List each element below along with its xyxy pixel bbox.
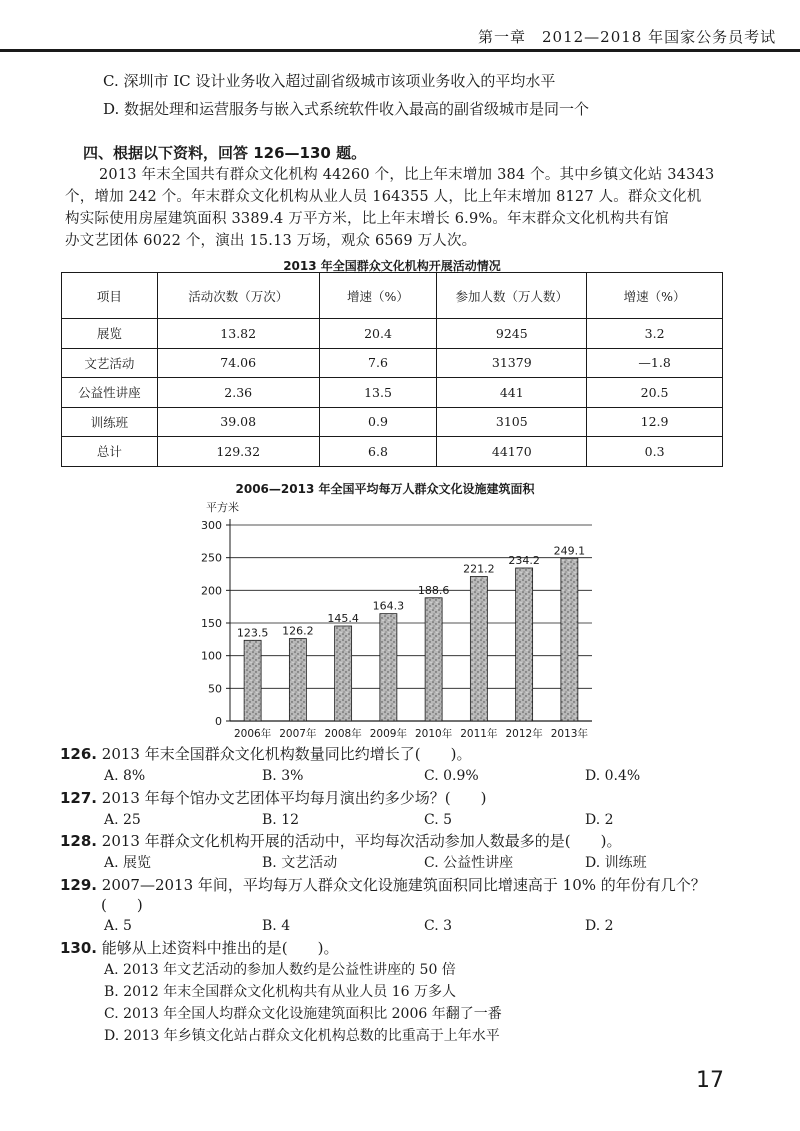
- data-label: 188.6: [417, 583, 450, 597]
- question-number: 127.: [60, 789, 98, 807]
- y-tick-label: 300: [201, 519, 222, 532]
- option-b[interactable]: B. 4: [262, 918, 291, 934]
- option-a[interactable]: A. 5: [104, 918, 132, 934]
- table-row: [62, 407, 723, 437]
- bar: [289, 639, 306, 721]
- paragraph-line: 2013 年末全国共有群众文化机构 44260 个，比上年末增加 384 个。其中乡镇文化站 34343: [99, 167, 715, 183]
- data-label: 126.2: [282, 624, 314, 638]
- table-cell: 12.9: [587, 407, 723, 437]
- table-cell: 0.3: [587, 437, 723, 467]
- table-cell: 3.2: [587, 319, 723, 349]
- option-a[interactable]: A. 展览: [104, 855, 152, 871]
- x-tick-label: 2011年: [460, 728, 498, 740]
- paragraph-line: 办文艺团体 6022 个，演出 15.13 万场，观众 6569 万人次。: [65, 233, 477, 249]
- table-title: 2013 年全国群众文化机构开展活动情况: [283, 259, 501, 273]
- y-tick-label: 200: [201, 584, 222, 598]
- question-stem: 2013 年每个馆办文艺团体平均每月演出约多少场？( ): [101, 789, 487, 807]
- bar: [561, 558, 578, 721]
- data-label: 145.4: [327, 612, 359, 626]
- y-tick-label: 50: [208, 682, 222, 696]
- question-stem: 2007—2013 年间，平均每万人群众文化设施建筑面积同比增速高于 10% 的年份有几个？: [101, 876, 706, 894]
- question-stem: 2013 年末全国群众文化机构数量同比约增长了( )。: [101, 745, 472, 763]
- table-row: [62, 378, 723, 408]
- table-row: [62, 319, 723, 349]
- activity-table: [61, 272, 723, 467]
- option-c[interactable]: C. 5: [424, 812, 453, 828]
- table-cell: 20.5: [587, 378, 723, 408]
- table-header-row: [62, 273, 723, 319]
- x-tick-label: 2012年: [505, 728, 543, 740]
- table-cell: 74.06: [157, 348, 319, 378]
- table-cell: 展览: [62, 319, 158, 349]
- data-label: 123.5: [236, 626, 269, 640]
- y-tick-label: 100: [201, 649, 222, 663]
- x-tick-label: 2007年: [279, 728, 317, 740]
- paragraph-line: 个，增加 242 个。年末群众文化机构从业人员 164355 人，比上年末增加 8127 人。群众文化机: [65, 189, 702, 205]
- table-cell: 13.5: [319, 378, 437, 408]
- table-cell: 44170: [437, 437, 587, 467]
- option-c[interactable]: C. 公益性讲座: [424, 855, 514, 871]
- table-cell: 7.6: [319, 348, 437, 378]
- table-cell: 训练班: [62, 407, 158, 437]
- option-d[interactable]: D. 0.4%: [585, 768, 641, 784]
- running-header: 第一章 2012—2018 年国家公务员考试: [478, 28, 777, 46]
- option-a[interactable]: A. 25: [104, 812, 141, 828]
- table-cell: 39.08: [157, 407, 319, 437]
- table-header-cell: 参加人数（万人数）: [437, 273, 587, 319]
- table-cell: 2.36: [157, 378, 319, 408]
- x-tick-label: 2006年: [234, 728, 272, 740]
- x-tick-label: 2010年: [415, 728, 453, 740]
- table-cell: 3105: [437, 407, 587, 437]
- table-header-cell: 增速（%）: [587, 273, 723, 319]
- option-d[interactable]: D. 2013 年乡镇文化站占群众文化机构总数的比重高于上年水平: [104, 1028, 500, 1044]
- option-b[interactable]: B. 2012 年末全国群众文化机构共有从业人员 16 万多人: [104, 984, 456, 1000]
- table-cell: 公益性讲座: [62, 378, 158, 408]
- question-126: [60, 743, 471, 765]
- y-axis-label: 平方米: [206, 501, 239, 514]
- y-tick-label: 250: [201, 551, 222, 565]
- table-header-cell: 增速（%）: [319, 273, 437, 319]
- question-129-blank: ( ): [101, 896, 143, 914]
- bar: [425, 598, 442, 721]
- option-a[interactable]: A. 8%: [104, 768, 146, 784]
- question-number: 126.: [60, 745, 98, 763]
- option-d[interactable]: D. 2: [585, 918, 614, 934]
- option-b[interactable]: B. 12: [262, 812, 300, 828]
- question-130: [60, 937, 339, 959]
- table-row: [62, 348, 723, 378]
- header-rule: [0, 49, 800, 52]
- question-stem: 2013 年群众文化机构开展的活动中，平均每次活动参加人数最多的是( )。: [101, 832, 622, 850]
- option-c[interactable]: C. 3: [424, 918, 453, 934]
- prev-option-d: D. 数据处理和运营服务与嵌入式系统软件收入最高的副省级城市是同一个: [103, 100, 590, 118]
- option-d[interactable]: D. 2: [585, 812, 614, 828]
- bar: [244, 640, 261, 721]
- table-cell: —1.8: [587, 348, 723, 378]
- prev-option-c: C. 深圳市 IC 设计业务收入超过副省级城市该项业务收入的平均水平: [103, 72, 556, 90]
- table-cell: 13.82: [157, 319, 319, 349]
- table-header-cell: 活动次数（万次）: [157, 273, 319, 319]
- option-d[interactable]: D. 训练班: [585, 855, 647, 871]
- question-129: [60, 874, 706, 896]
- page-number: 17: [696, 1068, 724, 1093]
- table-cell: 129.32: [157, 437, 319, 467]
- option-c[interactable]: C. 0.9%: [424, 768, 479, 784]
- table-cell: 31379: [437, 348, 587, 378]
- data-label: 249.1: [553, 544, 586, 558]
- section-title: 四、根据以下资料，回答 126—130 题。: [83, 144, 367, 162]
- table-cell: 总计: [62, 437, 158, 467]
- option-b[interactable]: B. 文艺活动: [262, 855, 338, 871]
- table-cell: 9245: [437, 319, 587, 349]
- paragraph-line: 构实际使用房屋建筑面积 3389.4 万平方米，比上年末增长 6.9%。年末群众文化机构共有馆: [65, 211, 669, 227]
- question-number: 130.: [60, 939, 98, 957]
- x-tick-label: 2013年: [550, 728, 588, 740]
- table-cell: 6.8: [319, 437, 437, 467]
- question-number: 129.: [60, 876, 98, 894]
- bar: [380, 614, 397, 721]
- question-stem: 能够从上述资料中推出的是( )。: [101, 939, 339, 957]
- table-row: [62, 437, 723, 467]
- y-tick-label: 150: [201, 617, 222, 630]
- table-cell: 0.9: [319, 407, 437, 437]
- option-c[interactable]: C. 2013 年全国人均群众文化设施建筑面积比 2006 年翻了一番: [104, 1006, 502, 1022]
- y-tick-label: 0: [215, 715, 222, 728]
- question-128: [60, 830, 621, 852]
- table-cell: 441: [437, 378, 587, 408]
- option-b[interactable]: B. 3%: [262, 768, 304, 784]
- area-bar-chart: [180, 495, 600, 750]
- table-header-cell: 项目: [62, 273, 158, 319]
- chart-title: 2006—2013 年全国平均每万人群众文化设施建筑面积: [235, 482, 535, 496]
- table-cell: 文艺活动: [62, 348, 158, 378]
- question-number: 128.: [60, 832, 98, 850]
- data-label: 221.2: [463, 562, 495, 576]
- data-label: 164.3: [372, 599, 405, 613]
- table-cell: 20.4: [319, 319, 437, 349]
- question-127: [60, 787, 486, 809]
- bar: [516, 568, 533, 721]
- x-tick-label: 2008年: [324, 728, 362, 740]
- data-label: 234.2: [508, 553, 540, 567]
- bar: [470, 576, 487, 721]
- bar: [335, 626, 352, 721]
- option-a[interactable]: A. 2013 年文艺活动的参加人数约是公益性讲座的 50 倍: [104, 962, 456, 978]
- x-tick-label: 2009年: [369, 728, 407, 740]
